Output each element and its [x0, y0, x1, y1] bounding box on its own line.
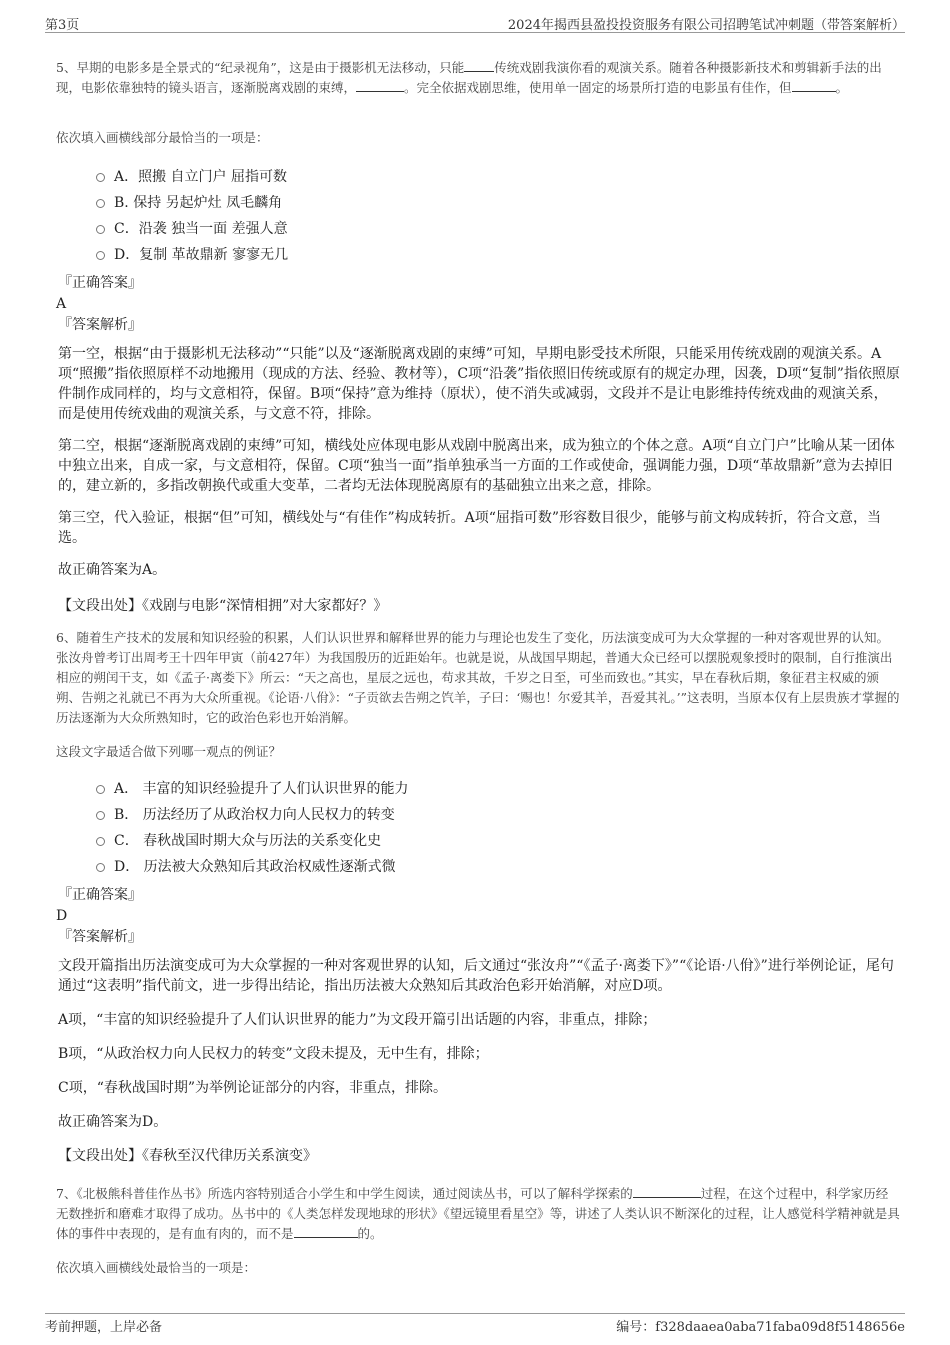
question-7	[52, 1184, 900, 1278]
analysis-paragraph: 故正确答案为A。	[58, 562, 167, 578]
analysis-paragraph: 第三空，代入验证，根据“但”可知，横线处与“有佳作”构成转折。A项“屈指可数”形容数目很少，能够与前文构成转折，符合文意，当选。	[58, 510, 882, 546]
analysis-paragraph: 文段开篇指出历法演变成可为大众掌握的一种对客观世界的认知，后文通过“张汝舟”“《孟子·离娄下》”“《论语·八佾》”进行举例论证，尾句通过“这表明”指代前文，进一步得出结论，指出历法被大众熟知后其政治色彩开始消解，对应D项。	[58, 958, 894, 994]
option-d[interactable]: D． 历法被大众熟知后其政治权威性逐渐式微	[96, 854, 900, 880]
analysis-label: 『答案解析』	[58, 317, 142, 333]
option-a[interactable]: A．照搬 自立门户 屈指可数	[96, 164, 900, 190]
analysis-paragraph: B项，“从政治权力向人民权力的转变”文段未提及，无中生有，排除；	[58, 1046, 489, 1062]
question-7-text: 7、《北极熊科普佳作丛书》所选内容特别适合小学生和中学生阅读，通过阅读丛书，可以了解科学探索的 过程，在这个过程中，科学家历经无数挫折和磨难才取得了成功。丛书中的《人类怎样发现地球的形状》《望远镜里看星空》等，讲述了人类认识不断深化的过程，让人感觉科学精神就是具体的事件中表现的，是有血有肉的，而不是 的。	[56, 1186, 900, 1241]
question-7-prompt: 依次填入画横线处最恰当的一项是：	[56, 1260, 257, 1275]
correct-answer-label: 『正确答案』	[58, 887, 142, 903]
analysis-paragraph: 第二空，根据“逐渐脱离戏剧的束缚”可知，横线处应体现电影从戏剧中脱离出来，成为独立的个体之意。A项“自立门户”比喻从某一团体中独立出来，自成一家，与文意相符，保留。C项“独当一面”指单独承当一方面的工作或使命，强调能力强，D项“革故鼎新”意为去掉旧的，建立新的，多指改朝换代或重大变革，二者均无法体现脱离原有的基础独立出来之意，排除。	[58, 438, 895, 494]
blank-line	[356, 79, 404, 92]
blank-line	[294, 1225, 358, 1238]
radio-icon[interactable]	[96, 251, 105, 260]
question-6-options	[96, 776, 900, 880]
blank-line	[464, 59, 494, 72]
question-5	[52, 58, 900, 616]
correct-answer: D	[56, 908, 68, 924]
blank-line	[792, 79, 836, 92]
option-b[interactable]: B． 历法经历了从政治权力向人民权力的转变	[96, 802, 900, 828]
option-d[interactable]: D．复制 革故鼎新 寥寥无几	[96, 242, 900, 268]
radio-icon[interactable]	[96, 863, 105, 872]
question-6-text: 6、随着生产技术的发展和知识经验的积累，人们认识世界和解释世界的能力与理论也发生了变化，历法演变成可为大众掌握的一种对客观世界的认知。张汝舟曾考订出周考王十四年甲寅（前427年）为我国殷历的近距始年。也就是说，从战国早期起，普通大众已经可以摆脱观象授时的限制，自行推演出相应的朔闰干支，如《孟子·离娄下》所云：“天之高也，星辰之远也，苟求其故，千岁之日至，可坐而致也。”其实，早在春秋后期，象征君主权威的颁朔、告朔之礼就已不再为大众所重视。《论语·八佾》：“子贡欲去告朔之饩羊，子曰：‘赐也！尔爱其羊，吾爱其礼。’”这表明，当原本仅有上层贵族才掌握的历法逐渐为大众所熟知时，它的政治色彩也开始消解。	[56, 630, 900, 725]
question-6	[52, 628, 900, 1166]
page-footer	[45, 1313, 905, 1336]
analysis-paragraph: C项，“春秋战国时期”为举例论证部分的内容，非重点，排除。	[58, 1080, 448, 1096]
source-citation: 【文段出处】《春秋至汉代律历关系演变》	[58, 1148, 317, 1164]
radio-icon[interactable]	[96, 811, 105, 820]
option-a[interactable]: A． 丰富的知识经验提升了人们认识世界的能力	[96, 776, 900, 802]
question-5-text: 5、早期的电影多是全景式的“纪录视角”，这是由于摄影机无法移动，只能 传统戏剧我演你看的观演关系。随着各种摄影新技术和剪辑新手法的出现，电影依靠独特的镜头语言，逐渐脱离戏剧的束缚， 。完全依据戏剧思维，使用单一固定的场景所打造的电影虽有佳作，但 。	[56, 60, 882, 95]
blank-line	[633, 1185, 701, 1198]
correct-answer-label: 『正确答案』	[58, 275, 142, 291]
radio-icon[interactable]	[96, 837, 105, 846]
correct-answer: A	[56, 296, 67, 312]
option-b[interactable]: B. 保持 另起炉灶 凤毛麟角	[96, 190, 900, 216]
source-citation: 【文段出处】《戏剧与电影“深情相拥”对大家都好？》	[58, 598, 388, 614]
radio-icon[interactable]	[96, 173, 105, 182]
radio-icon[interactable]	[96, 225, 105, 234]
radio-icon[interactable]	[96, 785, 105, 794]
option-c[interactable]: C． 春秋战国时期大众与历法的关系变化史	[96, 828, 900, 854]
analysis-paragraph: 故正确答案为D。	[58, 1114, 168, 1130]
analysis-label: 『答案解析』	[58, 929, 142, 945]
page-content	[52, 58, 900, 1278]
question-5-options	[96, 164, 900, 268]
page-number: 第3页	[45, 18, 80, 33]
question-5-prompt: 依次填入画横线部分最恰当的一项是：	[56, 130, 269, 145]
radio-icon[interactable]	[96, 199, 105, 208]
document-id: 编号：f328daaea0aba71faba09d8f5148656e	[616, 1320, 905, 1335]
page-header	[45, 14, 905, 33]
footer-slogan: 考前押题，上岸必备	[45, 1320, 163, 1335]
document-title: 2024年揭西县盈投投资服务有限公司招聘笔试冲刺题（带答案解析）	[507, 18, 905, 33]
analysis-paragraph: A项，“丰富的知识经验提升了人们认识世界的能力”为文段开篇引出话题的内容，非重点，排除；	[58, 1012, 657, 1028]
analysis-paragraph: 第一空，根据“由于摄影机无法移动”“只能”以及“逐渐脱离戏剧的束缚”可知，早期电影受技术所限，只能采用传统戏剧的观演关系。A项“照搬”指依照原样不动地搬用（现成的方法、经验、教材等），C项“沿袭”指依照旧传统或原有的规定办理，因袭，D项“复制”指依照原件制作成同样的，均与文意相符，保留。B项“保持”意为维持（原状），使不消失或减弱，文段并不是让电影维持传统戏曲的观演关系，而是使用传统戏曲的观演关系，与文意不符，排除。	[58, 346, 900, 422]
option-c[interactable]: C．沿袭 独当一面 差强人意	[96, 216, 900, 242]
question-6-prompt: 这段文字最适合做下列哪一观点的例证？	[56, 744, 282, 759]
